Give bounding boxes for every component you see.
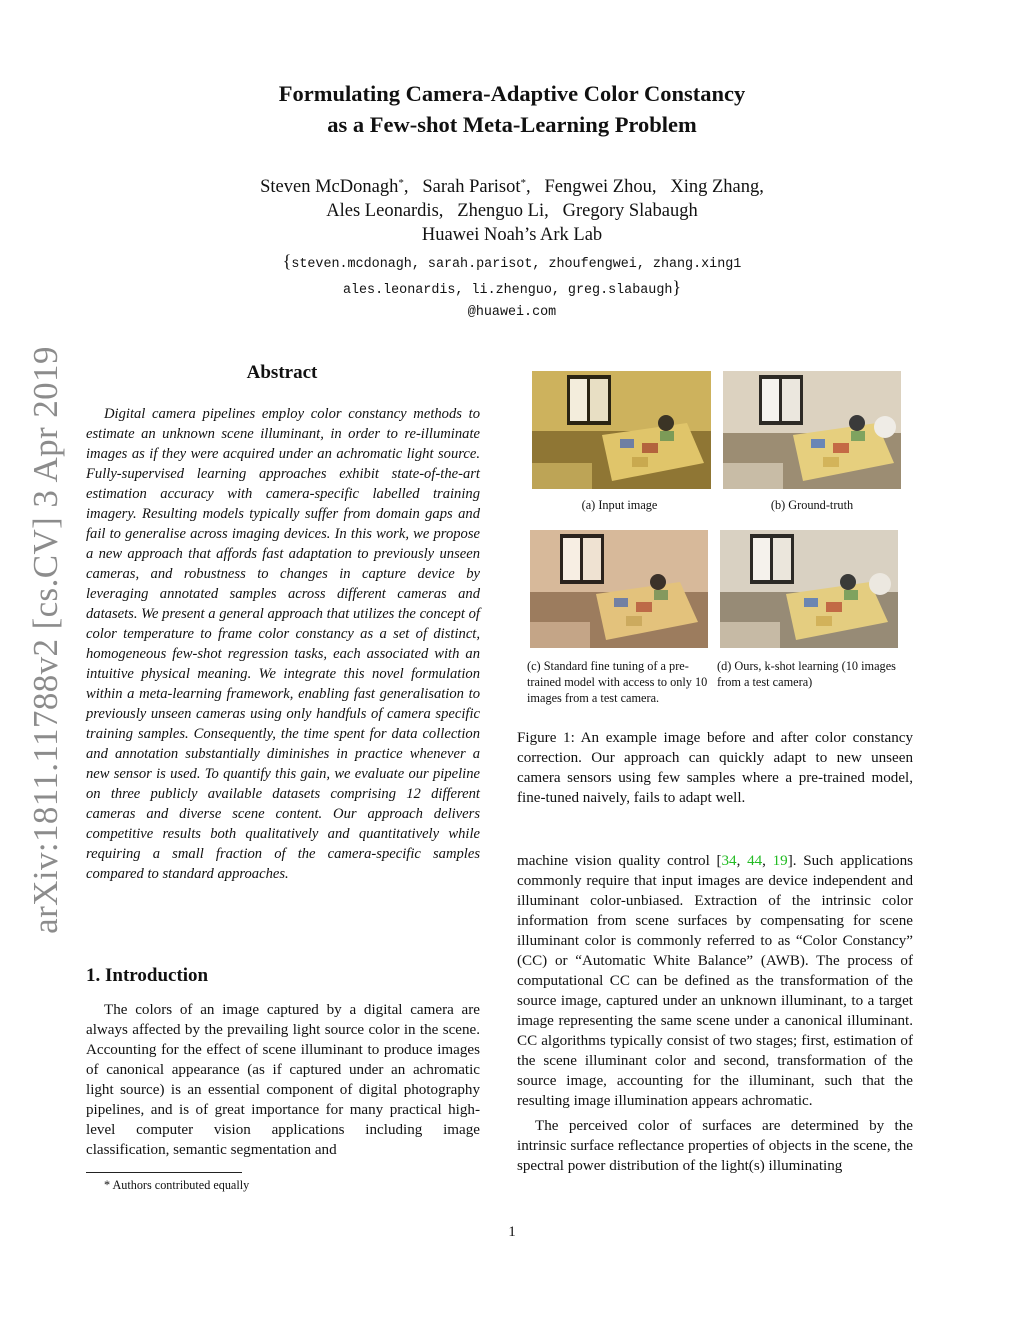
email-line-2: ales.leonardis, li.zhenguo, greg.slabaugh xyxy=(342,283,673,298)
figure-photo-input xyxy=(532,371,711,489)
intro-text: The colors of an image captured by a digital camera are always affected by the prevailing light source color in the scene. Accounting for the effect of scene illuminant to produce images of canonical appearance (as if captured under an achromatic light source) is an essential component of digital photography pipelines, and is of great importance for many practical high-level computer vision applications including image classification, semantic segmentation and xyxy=(86,1002,480,1158)
page-number: 1 xyxy=(508,1224,516,1240)
abstract-heading: Abstract xyxy=(246,362,318,383)
footnote-rule xyxy=(86,1172,242,1173)
right-column-body xyxy=(517,851,913,1176)
figure-photo-ours xyxy=(720,530,898,648)
arxiv-stamp xyxy=(6,346,86,934)
citation-link[interactable]: 34 xyxy=(721,853,737,869)
subcaption-d: (d) Ours, k-shot learning (10 images from a test camera) xyxy=(717,659,896,689)
figure-caption: Figure 1: An example image before and after color constancy correction. Our approach can quickly adapt to new unseen camera sensors using few samples where a pre-trained model, fine-tuned naively, fails to adapt well. xyxy=(517,730,913,806)
intro-heading: 1. Introduction xyxy=(86,965,209,986)
subcaption-a: (a) Input image xyxy=(581,498,658,512)
author-line-2 xyxy=(0,199,1024,223)
author-1: Steven McDonagh xyxy=(260,177,399,197)
abstract-text: Digital camera pipelines employ color constancy methods to estimate an unknown scene illuminant, in order to re-illuminate images as if they were acquired under an achromatic light source. Fully-supervised learning approaches exhibit state-of-the-art estimation accuracy with camera-specific labelled training imagery. Resulting models typically suffer from domain gaps and fail to generalise across imaging devices. In this work, we propose a new approach that affords fast adaptation to previously unseen cameras, and robustness to changes in capture device by leveraging annotated samples across different cameras and datasets. We present a general approach that utilizes the concept of color temperature to frame color constancy as a set of distinct, homogeneous few-shot regression tasks, each associated with an intuitive physical meaning. We integrate this novel formulation within a meta-learning framework, enabling fast generalisation to previously unseen cameras using only handfuls of camera specific training samples. Consequently, the time spent for data collection and annotation substantially diminishes in practice whenever a new sensor is used. To quantify this gain, we evaluate our pipeline on three publicly available datasets comprising 12 different cameras and diverse scene content. Our approach delivers competitive results both qualitatively and quantitatively while requiring a small fraction of the camera-specific samples compared to standard approaches. xyxy=(86,406,480,882)
author-4: Xing Zhang, xyxy=(670,177,764,197)
citation-link[interactable]: 19 xyxy=(772,853,788,869)
equal-contrib-mark: * xyxy=(520,177,526,189)
figure-photo-ground-truth xyxy=(723,371,901,489)
title-line-1: Formulating Camera-Adaptive Color Constancy xyxy=(278,81,746,106)
author-5: Ales Leonardis, xyxy=(326,201,444,221)
figure-photo-standard-finetune xyxy=(530,530,708,648)
intro-body xyxy=(86,1000,480,1160)
citation-link[interactable]: 44 xyxy=(747,853,763,869)
email-line-1: steven.mcdonagh, sarah.parisot, zhoufengwei, zhang.xing1 xyxy=(291,257,742,272)
author-7: Gregory Slabaugh xyxy=(562,201,698,221)
author-2: Sarah Parisot xyxy=(422,177,521,197)
right-paragraph-2: The perceived color of surfaces are determined by the intrinsic surface reflectance properties of objects in the scene, the spectral power distribution of the light(s) illuminating xyxy=(517,1118,913,1174)
subcaption-c: (c) Standard fine tuning of a pre-trained model with access to only 10 images from a test camera. xyxy=(527,659,708,705)
author-block xyxy=(0,175,1024,247)
abstract-body xyxy=(86,404,480,884)
title-line-2: as a Few-shot Meta-Learning Problem xyxy=(327,112,697,137)
arxiv-stamp-text: arXiv:1811.11788v2 [cs.CV] 3 Apr 2019 xyxy=(26,346,65,934)
author-6: Zhenguo Li, xyxy=(457,201,549,221)
footnote: * Authors contributed equally xyxy=(104,1178,250,1192)
subcaption-b: (b) Ground-truth xyxy=(770,498,854,512)
equal-contrib-mark: * xyxy=(398,177,404,189)
author-3: Fengwei Zhou, xyxy=(544,177,657,197)
right-paragraph-1: machine vision quality control [34, 44, 19]. Such applications commonly require that input images are device independent and illuminant color-unbiased. Extraction of the intrinsic color information from scene surfaces by compensating for scene illuminant color is commonly referred to as “Color Constancy” (CC) or “Automatic White Balance” (AWB). The process of computational CC can be defined as the transformation of the source image, captured under an unknown illuminant, to a target image representing the same scene under a canonical illuminant. CC algorithms typically consist of two stages; first, estimation of the scene illuminant color and second, transformation of the source image, accounting for the illuminant, such that the resulting image illumination appears achromatic. xyxy=(517,853,914,1109)
affiliation: Huawei Noah’s Ark Lab xyxy=(421,225,603,245)
email-domain: @huawei.com xyxy=(467,305,557,320)
paper-title xyxy=(0,78,1024,140)
author-line-1: Steven McDonagh*, Sarah Parisot*, Fengwei Zhou, Xing Zhang, xyxy=(260,177,764,197)
email-block: {steven.mcdonagh, sarah.parisot, zhoufengwei, zhang.xing1 ales.leonardis, li.zhenguo, greg.slabaugh} @huawei.com xyxy=(0,250,1024,324)
